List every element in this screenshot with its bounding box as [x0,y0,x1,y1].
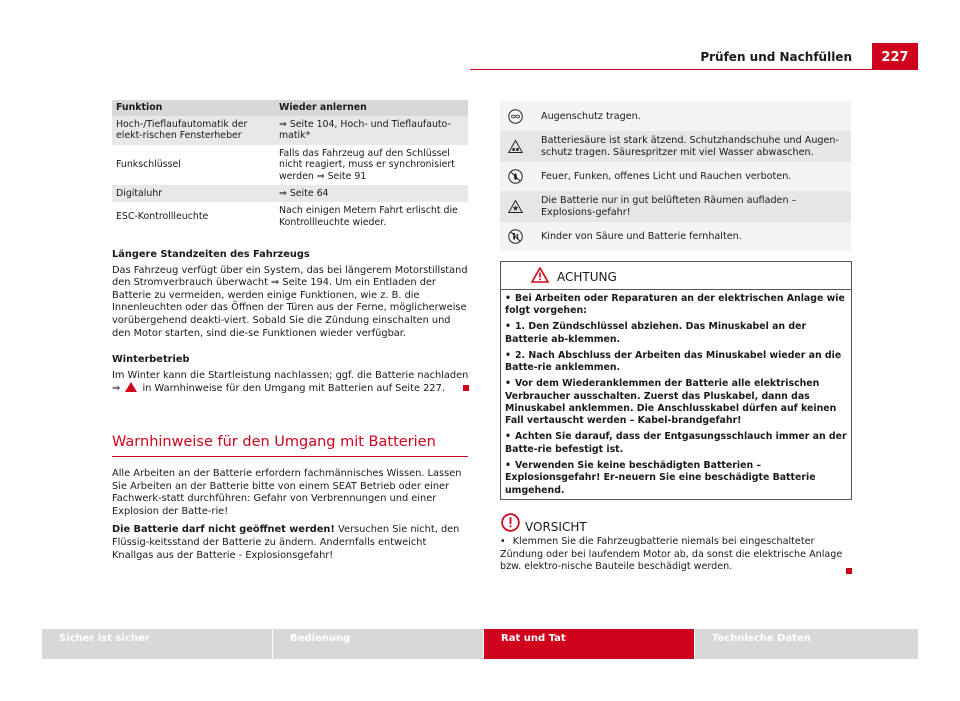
running-header: Prüfen und Nachfüllen [700,50,852,64]
symbol-row [500,102,851,131]
table-header-funktion: Funktion [112,100,275,116]
intro-warning [112,524,470,562]
goggles-icon [500,109,530,124]
no-fire-icon [500,169,530,184]
no-children-icon [500,229,530,244]
table-row [112,116,468,145]
achtung-header [501,262,851,290]
achtung-item-text: Vor dem Wiederanklemmen der Batterie alle elektrischen Verbraucher ausschalten. Zuerst das Pluskabel, dann das Minuskabel anklemmen. Die Anschlusskabel dürfen auf keinen Fall vertauscht werden – Kabel-brandgefahr! [505,378,837,427]
winterbetrieb-text2: in Warnhinweise für den Umgang mit Batterien auf Seite 227. [142,383,445,395]
footer-tab-label: Rat und Tat [501,633,566,644]
winterbetrieb-text [112,370,470,396]
achtung-item-text: 2. Nach Abschluss der Arbeiten das Minuskabel wieder an die Batte-rie anklemmen. [505,349,842,374]
footer-tab-label: Sicher ist sicher [59,633,150,644]
list-item: • 2. Nach Abschluss der Arbeiten das Minuskabel wieder an die Batte-rie anklemmen. [505,349,842,374]
table-cell: ⇒ Seite 104, Hoch- und Tieflaufauto-matik* [275,116,468,145]
intro-warning-rest: Versuchen Sie nicht, den Flüssig-keitsstand der Batterie zu ändern. Andernfalls entweicht Knallgas aus der Batterie - Explosionsgefahr! [112,524,460,561]
achtung-item-text: Verwenden Sie keine beschädigten Batterien – Explosionsgefahr! Er-neuern Sie eine beschädigte Batterie umgehend. [505,459,816,496]
explosion-hazard-icon [500,199,530,214]
section-end-mark [846,568,852,574]
winterbetrieb-heading: Winterbetrieb [112,354,190,365]
standzeiten-section [112,249,470,340]
table-row [112,185,468,202]
vorsicht-body: • Klemmen Sie die Fahrzeugbatterie niemals bei eingeschalteter Zündung oder bei laufendem Motor ab, da sonst die elektrische Anlage bzw. elektro-nische Bauteile beschädigt werden. [500,536,843,573]
warning-triangle-icon [125,382,137,392]
symbol-row [500,222,851,251]
winterbetrieb-text1: Im Winter kann die Startleistung nachlassen; ggf. die Batterie nachladen [112,369,469,381]
symbol-text: Augenschutz tragen. [541,110,641,122]
intro-section [112,468,470,562]
list-item: • 1. Den Zündschlüssel abziehen. Das Minuskabel an der Batterie ab-klemmen. [505,321,807,345]
symbol-row [500,131,851,162]
intro-text: Alle Arbeiten an der Batterie erfordern fachmännisches Wissen. Lassen Sie Arbeiten an der Batterie bitte von einem SEAT Betrieb oder einer Fachwerk-statt durchführen: Gefahr von Verbrennungen und einer Explosion der Batte-rie! [112,468,462,517]
list-item: • Verwenden Sie keine beschädigten Batterien – Explosionsgefahr! Er-neuern Sie eine beschädigte Batterie umgehend. [505,459,816,496]
cross-reference-arrow: ⇒ [112,383,121,395]
table-row [112,202,468,231]
achtung-item-text: Bei Arbeiten oder Reparaturen an der elektrischen Anlage wie folgt vorgehen: [505,293,845,317]
table-cell: Funkschlüssel [116,159,181,171]
caution-icon [501,513,520,532]
symbol-text: Batteriesäure ist stark ätzend. Schutzhandschuhe und Augen-schutz tragen. Säurespritzer mit viel Wasser abwaschen. [541,134,839,158]
table-cell: ⇒ Seite 64 [275,185,468,202]
symbol-row [500,162,851,191]
footer-tab-bedienung[interactable] [273,629,483,659]
footer-tab-label: Bedienung [290,633,351,644]
table-cell: Falls das Fahrzeug auf den Schlüssel nicht reagiert, muss er synchronisiert werden ⇒ Seite 91 [279,147,455,182]
standzeiten-text: Das Fahrzeug verfügt über ein System, das bei längerem Motorstillstand den Stromverbrauch überwacht ⇒ Seite 194. Um ein Entladen der Batterie zu vermeiden, werden einige Funktionen, wie z. B. die Innenleuchten oder das Öffnen der Türen aus der Ferne, möglicherweise vorübergehend deakti-viert. Sobald Sie die Zündung einschalten und den Motor starten, sind die-se Funktionen wieder verfügbar. [112,264,468,339]
intro-warning-bold: Die Batterie darf nicht geöffnet werden! [112,524,335,536]
achtung-box [500,261,852,500]
table-header-anlernen: Wieder anlernen [275,100,468,116]
achtung-body [505,293,848,501]
header-rule [470,69,918,70]
symbol-text: Kinder von Säure und Batterie fernhalten. [541,230,742,242]
warning-triangle-icon [531,267,549,283]
symbol-row [500,191,851,222]
winterbetrieb-section [112,354,470,396]
vorsicht-text: Klemmen Sie die Fahrzeugbatterie niemals bei eingeschalteter Zündung oder bei laufendem Motor ab, da sonst die elektrische Anlage bzw. elektro-nische Bauteile beschädigt werden. [500,536,843,573]
standzeiten-heading: Längere Standzeiten des Fahrzeugs [112,249,310,260]
function-table [112,100,468,231]
list-item: • Achten Sie darauf, dass der Entgasungsschlauch immer an der Batte-rie befestigt ist. [505,431,847,455]
symbol-text: Die Batterie nur in gut belüfteten Räumen aufladen – Explosions-gefahr! [541,194,797,218]
table-cell: Digitaluhr [112,185,275,202]
vorsicht-label: VORSICHT [525,520,587,534]
section-title: Warnhinweise für den Umgang mit Batterien [112,434,436,450]
achtung-item-text: 1. Den Zündschlüssel abziehen. Das Minuskabel an der Batterie ab-klemmen. [505,321,807,345]
footer-tab-technische-daten[interactable] [695,629,918,659]
table-cell: Hoch-/Tieflaufautomatik der elekt-rischen Fensterheber [112,116,275,145]
section-title-rule [112,456,468,457]
list-item: • Vor dem Wiederanklemmen der Batterie alle elektrischen Verbraucher ausschalten. Zuerst das Pluskabel, dann das Minuskabel anklemmen. Die Anschlusskabel dürfen auf keinen Fall vertauscht werden – Kabel-brandgefahr! [505,378,837,427]
page-number: 227 [872,43,918,70]
table-row [112,145,468,185]
list-item: • Bei Arbeiten oder Reparaturen an der elektrischen Anlage wie folgt vorgehen: [505,293,845,317]
table-cell: Nach einigen Metern Fahrt erlischt die Kontrollleuchte wieder. [279,205,458,228]
footer-tab-sicher[interactable] [42,629,272,659]
footer-tab-label: Technische Daten [712,633,811,644]
acid-hazard-icon [500,139,530,154]
achtung-item-text: Achten Sie darauf, dass der Entgasungsschlauch immer an der Batte-rie befestigt ist. [505,431,847,455]
table-cell: ESC-Kontrollleuchte [116,211,209,223]
symbol-text: Feuer, Funken, offenes Licht und Rauchen verboten. [541,170,792,182]
section-end-mark [463,385,469,391]
achtung-label: ACHTUNG [557,270,617,284]
footer-tab-rat-und-tat[interactable] [484,629,694,659]
